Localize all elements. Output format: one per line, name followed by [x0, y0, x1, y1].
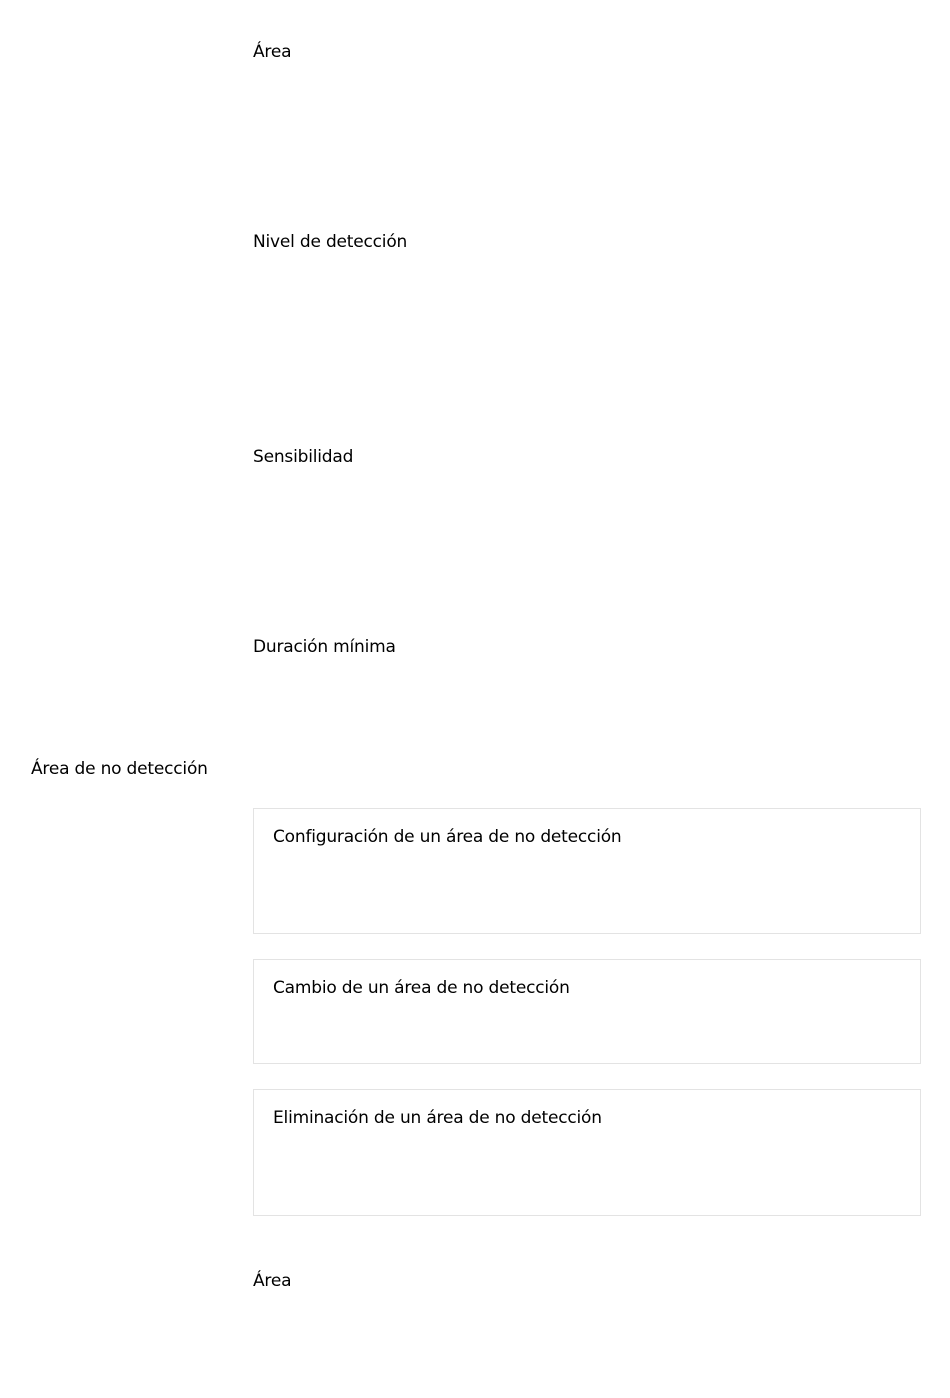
card-title: Cambio de un área de no detección	[273, 978, 570, 998]
configure-non-detection-area-card[interactable]	[253, 808, 921, 934]
non-detection-area-heading: Área de no detección	[31, 759, 208, 779]
card-title: Eliminación de un área de no detección	[273, 1108, 602, 1128]
change-non-detection-area-card[interactable]	[253, 959, 921, 1064]
area-heading: Área	[253, 42, 292, 62]
min-duration-heading: Duración mínima	[253, 637, 396, 657]
sensitivity-heading: Sensibilidad	[253, 447, 354, 467]
area-heading-bottom: Área	[253, 1271, 292, 1291]
detection-level-heading: Nivel de detección	[253, 232, 408, 252]
card-title: Configuración de un área de no detección	[273, 827, 622, 847]
delete-non-detection-area-card[interactable]	[253, 1089, 921, 1216]
